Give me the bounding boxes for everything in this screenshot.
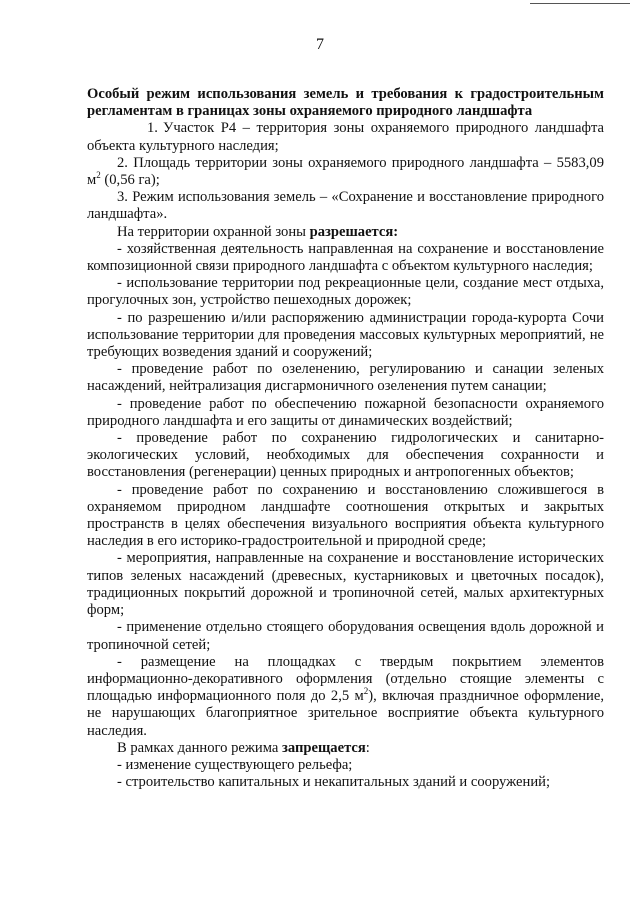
list-item: - изменение существующего рельефа; [117,756,353,773]
document-body [87,86,604,791]
forbidden-intro-text: В рамках данного режима [117,739,282,756]
superscript: 2 [363,686,369,697]
numbered-item-2 [87,155,604,189]
list-item: - проведение работ по сохранению и восстановлению сложившегося в охраняемом природном ландшафте соотношения открытых и закрытых пространств в целях обеспечения визуального восприятия объекта культурного наследия в его историко-градостроительной и природной среде; [87,481,604,550]
list-item: - проведение работ по сохранению гидрологических и санитарно-экологических условий, необходимых для обеспечения сохранности и восстановления (регенерации) ценных природных и антропогенных объектов; [87,430,604,481]
list-item: - использование территории под рекреационные цели, создание мест отдыха, прогулочных зон, устройство пешеходных дорожек; [87,275,604,309]
item-text: Режим использования земель – «Сохранение и восстановление природного ландшафта». [87,189,604,223]
item-text: Участок Р4 – территория зоны охраняемого природного ландшафта объекта культурного наследия; [87,120,604,154]
list-item: - применение отдельно стоящего оборудования освещения вдоль дорожной и тропиночной сетей; [87,619,604,653]
numbered-item-3 [87,189,604,223]
numbered-item-1 [87,120,604,154]
allowed-intro-text: На территории охранной зоны [117,223,310,240]
item-number: 2. [117,154,128,171]
superscript: 2 [96,170,101,181]
list-item: - хозяйственная деятельность направленная на сохранение и восстановление композиционной связи природного ландшафта с объектом культурного наследия; [87,240,604,275]
list-item: - проведение работ по озеленению, регулированию и санации зеленых насаждений, нейтрализация дисгармоничного озеленения путем санации; [87,361,604,395]
page-number: 7 [316,36,324,53]
item-text: Площадь территории зоны охраняемого природного ландшафта – 5583,09 м [87,154,604,189]
allowed-word: разрешается: [309,223,399,240]
item-number: 1. [147,120,158,137]
placement-text: - размещение на площадках с твердым покрытием элементов информационно-декоративного оформления (отдельно стоящие элементы с площадью информационного поля до 2,5 м [87,653,604,705]
placement-text-tail: ), включая праздничное оформление, не нарушающих благоприятное зрительное восприятие объекта культурного наследия. [87,688,604,739]
list-item: - проведение работ по обеспечению пожарной безопасности охраняемого природного ландшафта и его защиты от динамических воздействий; [87,395,604,429]
item-text-tail: (0,56 га); [100,172,160,189]
list-item: - строительство капитальных и некапитальных зданий и сооружений; [117,774,551,791]
list-item-placement [87,654,604,740]
section-heading: Особый режим использования земель и требования к градостроительным регламентам в границах зоны охраняемого природного ландшафта [87,86,604,120]
list-item: - по разрешению и/или распоряжению администрации города-курорта Сочи использование территории для проведения массовых культурных мероприятий, не требующих возведения зданий и сооружений; [87,309,604,361]
item-number: 3. [117,189,128,206]
top-edge-line [530,3,630,4]
forbidden-colon: : [365,739,370,756]
forbidden-intro [87,740,604,757]
list-item: - мероприятия, направленные на сохранение и восстановление исторических типов зеленых насаждений (древесных, кустарниковых и цветочных посадок), традиционных покрытий дорожной и тропиночной сетей, малых архитектурных форм; [87,550,604,619]
forbidden-word: запрещается [282,739,366,756]
allowed-intro [87,224,604,241]
